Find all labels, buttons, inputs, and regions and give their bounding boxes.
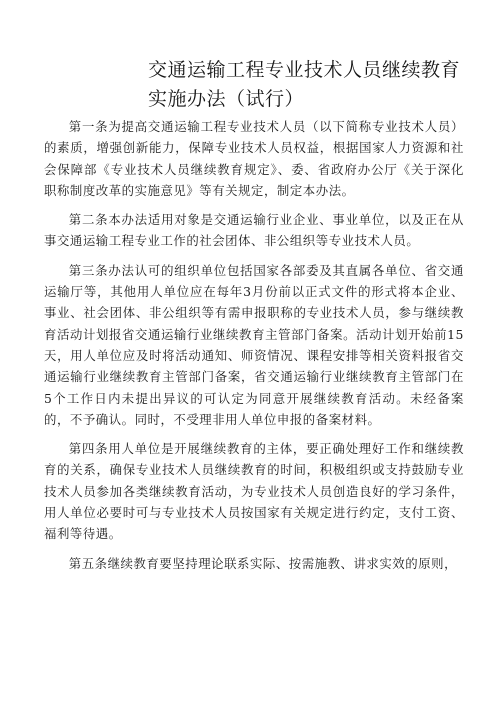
- document-title-line-1: 交通运输工程专业技术人员继续教育: [148, 59, 461, 81]
- article-4-paragraph: 第四条用人单位是开展继续教育的主体，要正确处理好工作和继续教育的关系，确保专业技术人员继续教育的时间，积极组织或支持鼓励专业技术人员参加各类继续教育活动，为专业技术人员创造良好的学习条件，用人单位必要时可与专业技术人员按国家有关规定进行约定，支付工资、福利等待遇。: [44, 441, 464, 542]
- document-title: [148, 56, 461, 114]
- document-body: [44, 116, 464, 582]
- article-1-paragraph: 第一条为提高交通运输工程专业技术人员（以下简称专业技术人员）的素质，增强创新能力，保障专业技术人员权益，根据国家人力资源和社会保障部《专业技术人员继续教育规定》、委、省政府办公厅《关于深化职称制度改革的实施意见》等有关规定，制定本办法。: [44, 119, 464, 198]
- article-2-paragraph: 第二条本办法适用对象是交通运输行业企业、事业单位，以及正在从事交通运输工程专业工作的社会团体、非公组织等专业技术人员。: [44, 212, 464, 249]
- document-title-line-2: 实施办法（试行）: [148, 88, 305, 110]
- article-3-paragraph: 第三条办法认可的组织单位包括国家各部委及其直属各单位、省交通运输厅等，其他用人单位应在每年3月份前以正式文件的形式将本企业、事业、社会团体、非公组织等有需申报职称的专业技术人员，参与继续教育活动计划报省交通运输行业继续教育主管部门备案。活动计划开始前15天，用人单位应及时将活动通知、师资情况、课程安排等相关资料报省交通运输行业继续教育主管部门备案，省交通运输行业继续教育主管部门在5个工作日内未提出异议的可认定为同意开展继续教育活动。未经备案的，不予确认。同时，不受理非用人单位申报的备案材料。: [44, 262, 464, 427]
- article-5-paragraph: 第五条继续教育要坚持理论联系实际、按需施教、讲求实效的原则，: [68, 555, 458, 571]
